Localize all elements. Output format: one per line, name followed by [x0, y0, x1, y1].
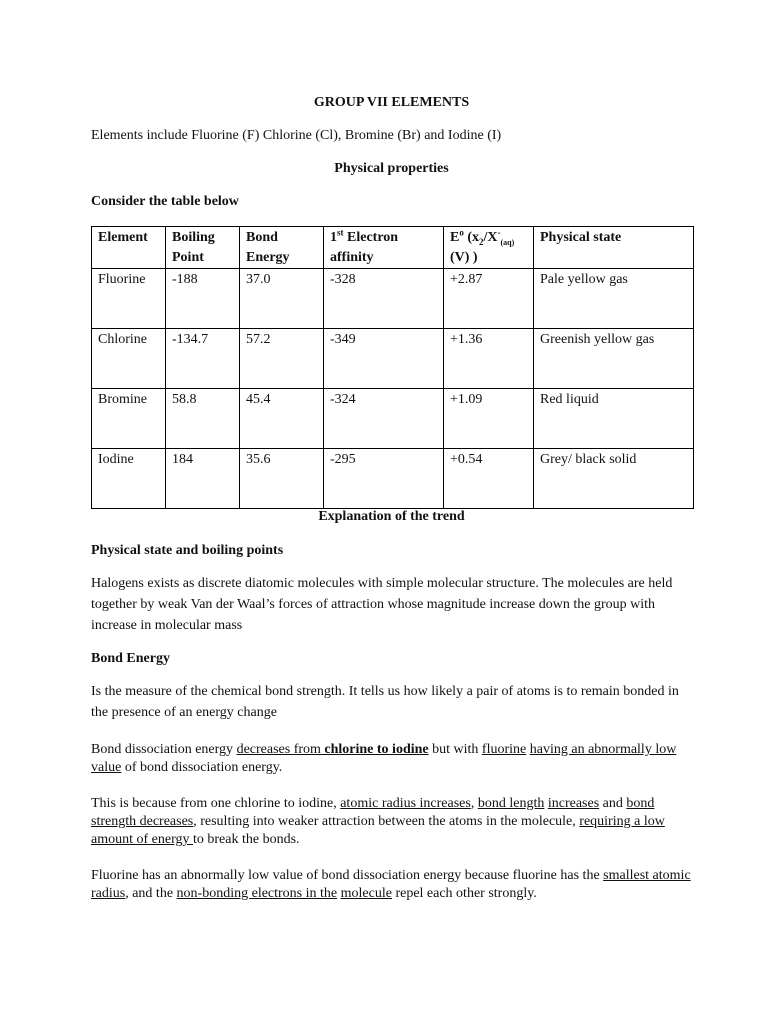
table-row: [92, 389, 694, 449]
cell-electrode-potential: +0.54: [444, 449, 534, 509]
document-title: GROUP VII ELEMENTS: [313, 95, 470, 110]
cell-element: Chlorine: [92, 329, 166, 389]
cell-bond-energy: 35.6: [240, 449, 324, 509]
header-electrode-potential: $E^o$ ($x_2/X^-_{(aq)}$ (V) ): [444, 227, 534, 269]
cell-electrode-potential: +1.09: [444, 389, 534, 449]
bond-energy-paragraph: Is the measure of the chemical bond strength. It tells us how likely a pair of atoms is to remain bonded in the presence of an energy change: [91, 684, 679, 720]
cell-boiling-point: -188: [166, 269, 240, 329]
cell-bond-energy: 37.0: [240, 269, 324, 329]
fluorine-paragraph: Fluorine has an abnormally low value of bond dissociation energy because fluorine has the smallest atomic radius, and the non-bonding electrons in the molecule repel each other strongly.: [91, 868, 691, 901]
cell-physical-state: Red liquid: [534, 389, 694, 449]
cell-physical-state: Pale yellow gas: [534, 269, 694, 329]
cell-electron-affinity: -328: [324, 269, 444, 329]
explanation-heading: Explanation of the trend: [318, 509, 465, 524]
cell-electrode-potential: +1.36: [444, 329, 534, 389]
table-intro-heading: Consider the table below: [91, 194, 239, 209]
cell-physical-state: Grey/ black solid: [534, 449, 694, 509]
cell-boiling-point: 58.8: [166, 389, 240, 449]
reason-paragraph: This is because from one chlorine to iodine, atomic radius increases, bond length increases and bond strength decreases, resulting into weaker attraction between the atoms in the molecule, requiring a low amount of energy to break the bonds.: [91, 796, 665, 847]
header-boiling-point: Boiling Point: [166, 227, 240, 269]
cell-bond-energy: 57.2: [240, 329, 324, 389]
header-electron-affinity: 1st Electron affinity: [324, 227, 444, 269]
bond-dissociation-paragraph: Bond dissociation energy decreases from chlorine to iodine but with fluorine having an abnormally low value of bond dissociation energy.: [91, 742, 677, 775]
cell-electron-affinity: -295: [324, 449, 444, 509]
intro-text: Elements include Fluorine (F) Chlorine (Cl), Bromine (Br) and Iodine (I): [91, 128, 502, 143]
cell-physical-state: Greenish yellow gas: [534, 329, 694, 389]
cell-electron-affinity: -324: [324, 389, 444, 449]
state-boiling-paragraph: Halogens exists as discrete diatomic molecules with simple molecular structure. The molecules are held together by weak Van der Waal’s forces of attraction whose magnitude increase down the group with increase in molecular mass: [91, 576, 673, 633]
header-bond-energy: Bond Energy: [240, 227, 324, 269]
table-header-row: [92, 227, 694, 269]
table-row: [92, 449, 694, 509]
cell-boiling-point: -134.7: [166, 329, 240, 389]
header-physical-state: Physical state: [534, 227, 694, 269]
cell-element: Iodine: [92, 449, 166, 509]
properties-table: [91, 226, 694, 509]
table-row: [92, 269, 694, 329]
section-heading-physical-properties: Physical properties: [334, 161, 449, 176]
state-boiling-heading: Physical state and boiling points: [91, 543, 284, 558]
cell-electrode-potential: +2.87: [444, 269, 534, 329]
cell-element: Bromine: [92, 389, 166, 449]
header-element: Element: [92, 227, 166, 269]
cell-bond-energy: 45.4: [240, 389, 324, 449]
cell-electron-affinity: -349: [324, 329, 444, 389]
cell-element: Fluorine: [92, 269, 166, 329]
cell-boiling-point: 184: [166, 449, 240, 509]
table-row: [92, 329, 694, 389]
bond-energy-heading: Bond Energy: [91, 651, 170, 666]
